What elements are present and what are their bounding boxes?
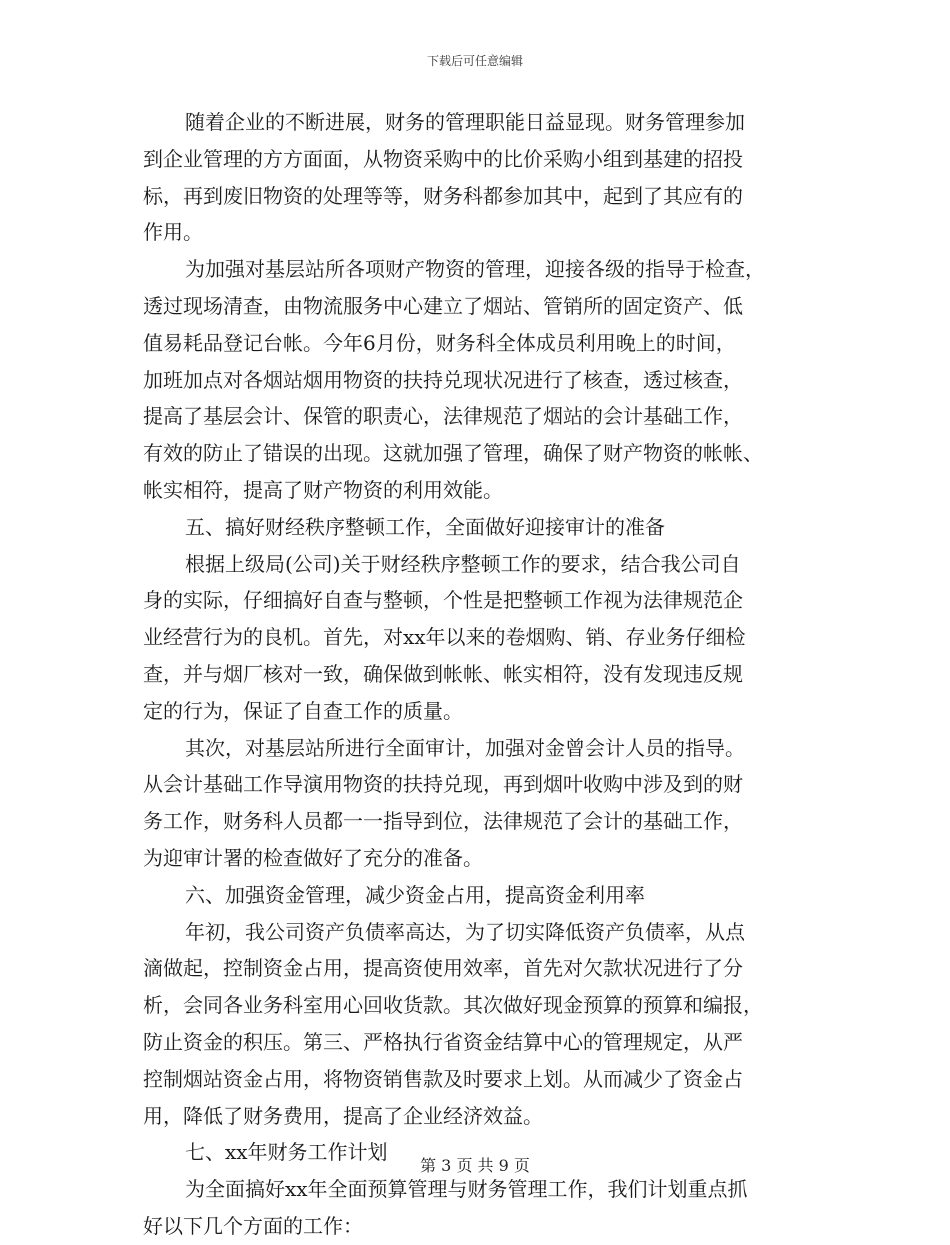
text-line: 提高了基层会计、保管的职责心，法律规范了烟站的会计基础工作， (143, 404, 743, 429)
section-heading: 五、搞好财经秩序整顿工作，全面做好迎接审计的准备 (185, 514, 665, 539)
section-heading: 七、xx年财务工作计划 (185, 1140, 388, 1165)
text-line: 有效的防止了错误的出现。这就加强了管理，确保了财产物资的帐帐、 (143, 441, 763, 466)
text-line: 好以下几个方面的工作： (143, 1213, 363, 1238)
text-line: 根据上级局(公司)关于财经秩序整顿工作的要求，结合我公司自 (185, 551, 741, 576)
text-line: 随着企业的不断进展，财务的管理职能日益显现。财务管理参加 (185, 110, 745, 134)
text-line: 从会计基础工作导演用物资的扶持兑现，再到烟叶收购中涉及到的财 (143, 772, 743, 797)
text-line: 控制烟站资金占用，将物资销售款及时要求上划。从而减少了资金占 (143, 1066, 743, 1091)
section-heading: 六、加强资金管理，减少资金占用，提高资金利用率 (185, 882, 645, 907)
text-line: 年初，我公司资产负债率高达，为了切实降低资产负债率，从点 (185, 919, 745, 944)
text-line: 透过现场清查，由物流服务中心建立了烟站、管销所的固定资产、低 (143, 293, 743, 318)
text-line: 标，再到废旧物资的处理等等，财务科都参加其中，起到了其应有的 (143, 183, 743, 208)
text-line: 为全面搞好xx年全面预算管理与财务管理工作，我们计划重点抓 (185, 1177, 748, 1202)
text-line: 值易耗品登记台帐。今年6月份，财务科全体成员利用晚上的时间， (143, 330, 736, 355)
text-line: 用，降低了财务费用，提高了企业经济效益。 (143, 1103, 543, 1128)
text-line: 到企业管理的方方面面，从物资采购中的比价采购小组到基建的招投 (143, 146, 743, 171)
text-line: 为迎审计署的检查做好了充分的准备。 (143, 845, 483, 870)
text-line: 析，会同各业务科室用心回收货款。其次做好现金预算的预算和编报， (143, 993, 763, 1018)
page-header: 下载后可任意编辑 (426, 54, 523, 68)
document-body (143, 104, 813, 1245)
text-line: 业经营行为的良机。首先，对xx年以来的卷烟购、销、存业务仔细检 (143, 625, 746, 650)
text-line: 身的实际，仔细搞好自查与整顿，个性是把整顿工作视为法律规范企 (143, 588, 743, 613)
text-line: 务工作，财务科人员都一一指导到位，法律规范了会计的基础工作， (143, 809, 743, 834)
text-line: 帐实相符，提高了财产物资的利用效能。 (143, 477, 503, 502)
text-line: 为加强对基层站所各项财产物资的管理，迎接各级的指导于检查， (185, 257, 765, 282)
text-line: 加班加点对各烟站烟用物资的扶持兑现状况进行了核查，透过核查， (143, 367, 743, 392)
text-line: 查，并与烟厂核对一致，确保做到帐帐、帐实相符，没有发现违反规 (143, 661, 743, 686)
text-line: 滴做起，控制资金占用，提高资使用效率，首先对欠款状况进行了分 (143, 956, 743, 981)
text-line: 作用。 (143, 220, 203, 245)
text-line: 防止资金的积压。第三、严格执行省资金结算中心的管理规定，从严 (143, 1029, 743, 1054)
page-footer: 第 3 页 共 9 页 (420, 1156, 530, 1175)
text-line: 定的行为，保证了自查工作的质量。 (143, 698, 463, 723)
text-line: 其次，对基层站所进行全面审计，加强对金曾会计人员的指导。 (185, 735, 745, 760)
